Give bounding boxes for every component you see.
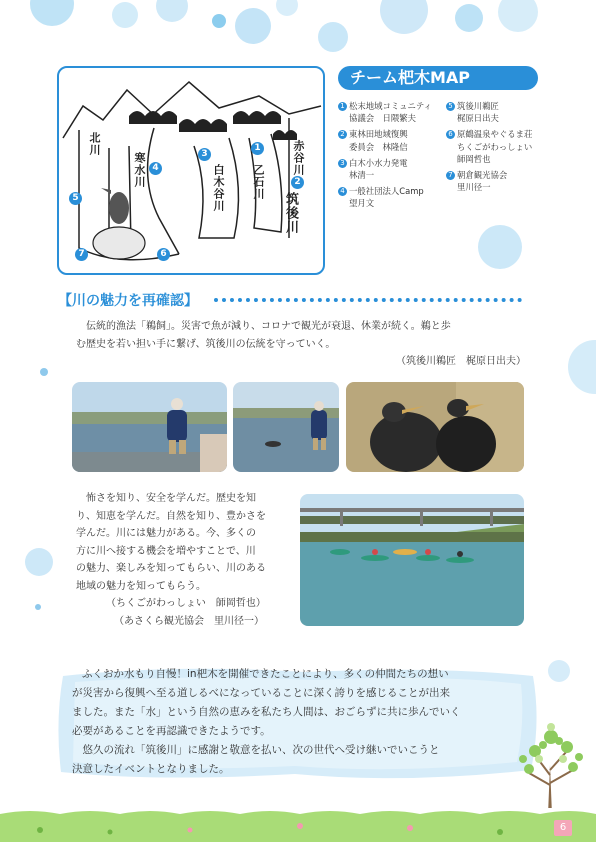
page-number: 6 xyxy=(554,820,572,836)
legend-item-sub: 林清一 xyxy=(349,170,375,181)
closing-line: ました。また「水」という自然の恵みを私たち人間は、おごらずに共に歩んでいく xyxy=(72,706,461,718)
body-line: 怖さを知り、安全を学んだ。歴史を知 xyxy=(86,493,256,504)
river-label-otoishi: 乙石川 xyxy=(252,164,265,200)
bubble xyxy=(235,8,271,44)
map-marker-1: 1 xyxy=(251,142,264,155)
intro-attribution: （筑後川鵜匠 梶原日出夫） xyxy=(396,356,526,367)
closing-line: 悠久の流れ「筑後川」に感謝と敬意を払い、次の世代へ受け継いでいこうと xyxy=(72,744,440,756)
legend-item-sub: ちくごがわっしょい xyxy=(457,141,533,152)
bubble xyxy=(548,660,570,682)
body-line: り、知恵を学んだ。自然を知り、豊かさを xyxy=(76,510,266,522)
bubble xyxy=(25,548,53,576)
body-attribution: （ちくごがわっしょい 師岡哲也） xyxy=(106,598,266,609)
map-marker-6: 6 xyxy=(157,248,170,261)
legend-item: 1 松末地域コミュニティ xyxy=(338,100,443,112)
body-line: の魅力、楽しみを知ってもらい、川のある xyxy=(76,563,266,574)
legend-item: 4 一般社団法人Camp xyxy=(338,185,443,197)
river-label-akaya: 赤谷川 xyxy=(292,140,305,176)
area-map xyxy=(57,66,325,275)
legend-item: 2 東林田地域復興 xyxy=(338,128,443,140)
bubble xyxy=(498,0,538,32)
river-label-chikugo: 筑後川 xyxy=(283,192,298,234)
legend-item-sub: 協議会 日隈繁夫 xyxy=(349,113,416,124)
map-marker-4: 4 xyxy=(149,162,162,175)
map-legend-col2 xyxy=(446,100,556,193)
heading-dotted-rule xyxy=(214,298,522,302)
legend-item: 3 白木小水力発電 xyxy=(338,157,443,169)
closing-line: ふくおか水もり自慢！in杷木を開催できたことにより、多くの仲間たちの想い xyxy=(82,668,449,680)
bubble xyxy=(276,0,298,16)
closing-message xyxy=(72,665,532,779)
intro-line: 伝統的漁法「鵜飼」。災害で魚が減り、コロナで観光が衰退、休業が続く。鵜と歩 xyxy=(86,321,451,332)
body-line: 地域の魅力を知ってもらう。 xyxy=(76,580,206,592)
map-marker-7: 7 xyxy=(75,248,88,261)
legend-item: 5 筑後川鵜匠 xyxy=(446,100,556,112)
bubble xyxy=(112,2,138,28)
bubble xyxy=(40,368,48,376)
body-paragraph xyxy=(76,490,291,630)
bubble xyxy=(478,225,522,269)
river-label-kitagawa: 北川 xyxy=(88,132,101,156)
bubble xyxy=(156,0,188,22)
map-illustration xyxy=(59,68,323,273)
map-title: チーム杷木MAP xyxy=(338,66,538,90)
photo-cormorant-fisher-1 xyxy=(72,382,227,472)
closing-line: 必要があることを再認識できたようです。 xyxy=(72,725,271,737)
photo-cormorant-fisher-2 xyxy=(233,382,339,472)
legend-item-sub: 望月文 xyxy=(349,198,375,209)
intro-paragraph xyxy=(76,318,526,371)
photo-kayaks xyxy=(300,494,524,626)
legend-item-sub: 梶原日出夫 xyxy=(457,113,499,124)
body-line: 学んだ。川には魅力がある。今、多くの xyxy=(76,528,256,539)
bubble xyxy=(318,22,348,52)
bubble xyxy=(568,340,596,394)
footer-grass xyxy=(0,808,596,842)
body-attribution: （あさくら観光協会 里川径一） xyxy=(114,615,264,627)
bubble xyxy=(455,4,483,32)
closing-line: 決意したイベントとなりました。 xyxy=(72,763,230,775)
map-marker-5: 5 xyxy=(69,192,82,205)
tree-illustration xyxy=(515,715,585,815)
river-label-shirakiya: 白木谷川 xyxy=(212,164,225,212)
map-marker-2: 2 xyxy=(291,176,304,189)
legend-item-sub: 師岡哲也 xyxy=(457,153,491,164)
photo-cormorants xyxy=(346,382,524,472)
map-marker-3: 3 xyxy=(198,148,211,161)
legend-item: 6 原鶴温泉やぐるま荘 xyxy=(446,128,556,140)
river-label-kuraya: 寒水川 xyxy=(133,152,146,188)
legend-item-sub: 委員会 林隆信 xyxy=(349,141,408,152)
body-line: 方に川へ接する機会を増やすことで、川 xyxy=(76,545,256,557)
bubble xyxy=(212,14,226,28)
bubble xyxy=(35,604,41,610)
closing-line: が災害から復興へ至る道しるべになっていることに深く誇りを感じることが出来 xyxy=(72,687,450,699)
map-legend-col1 xyxy=(338,100,443,210)
bubble xyxy=(30,0,74,26)
bubble xyxy=(380,0,428,34)
intro-line: む歴史を若い担い手に繋げ、筑後川の伝統を守っていく。 xyxy=(76,338,336,350)
legend-item-sub: 里川径一 xyxy=(457,182,491,193)
section-heading: 【川の魅力を再確認】 xyxy=(58,293,198,309)
legend-item: 7 朝倉観光協会 xyxy=(446,169,556,181)
